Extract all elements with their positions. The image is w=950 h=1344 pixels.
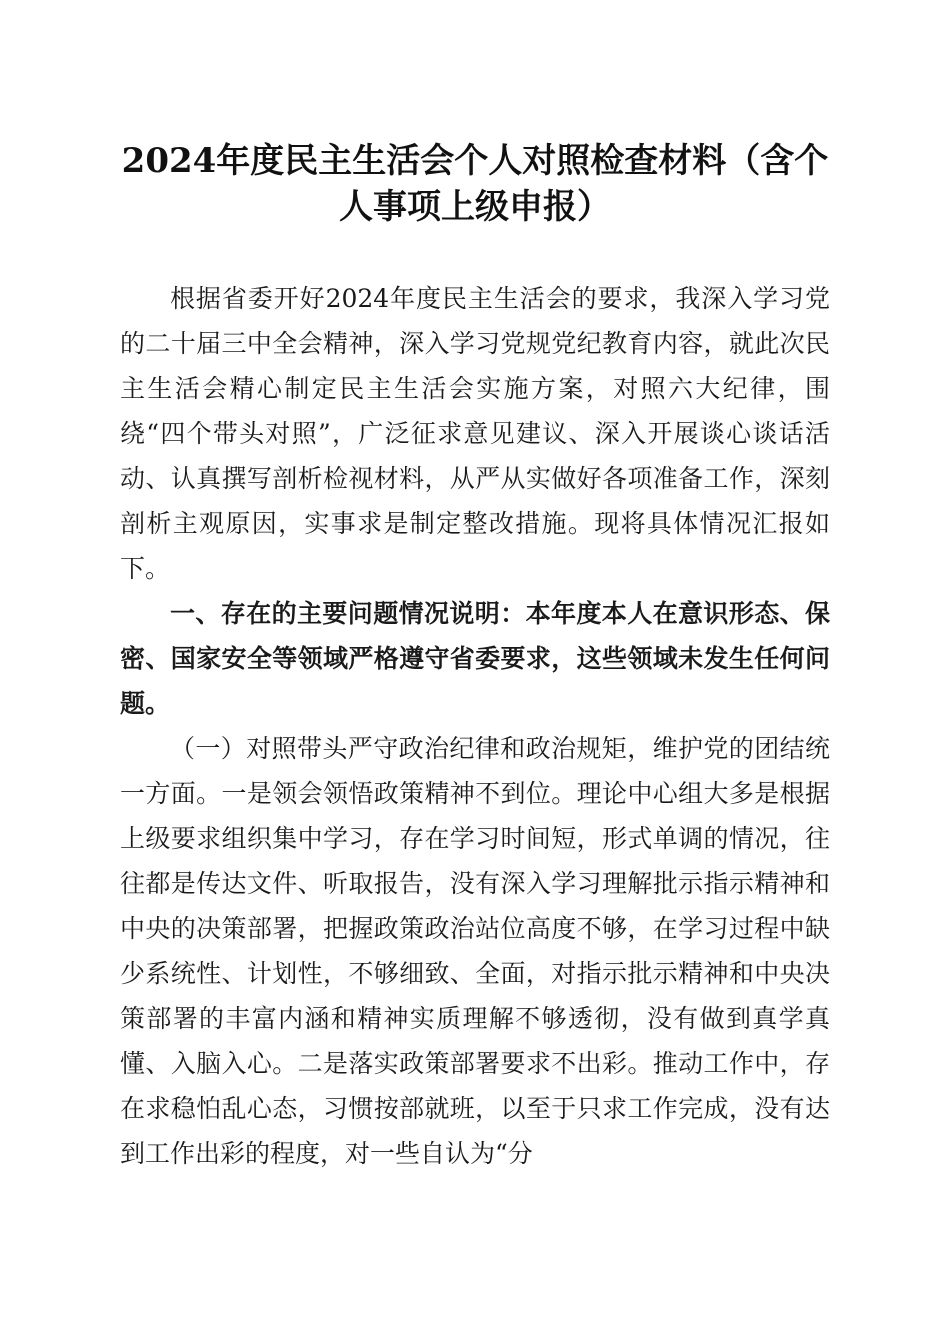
- subsection-paragraph: （一）对照带头严守政治纪律和政治规矩，维护党的团结统一方面。一是领会领悟政策精神不到位。理论中心组大多是根据上级要求组织集中学习，存在学习时间短，形式单调的情况，往往都是传达文件、听取报告，没有深入学习理解批示指示精神和中央的决策部署，把握政策政治站位高度不够，在学习过程中缺少系统性、计划性，不够细致、全面，对指示批示精神和中央决策部署的丰富内涵和精神实质理解不够透彻，没有做到真学真懂、入脑入心。二是落实政策部署要求不出彩。推动工作中，存在求稳怕乱心态，习惯按部就班，以至于只求工作完成，没有达到工作出彩的程度，对一些自认为“分: [120, 734, 830, 1168]
- intro-paragraph: 根据省委开好2024年度民主生活会的要求，我深入学习党的二十届三中全会精神，深入学习党规党纪教育内容，就此次民主生活会精心制定民主生活会实施方案，对照六大纪律，围绕“四个带头对照”，广泛征求意见建议、深入开展谈心谈话活动、认真撰写剖析检视材料，从严从实做好各项准备工作，深刻剖析主观原因，实事求是制定整改措施。现将具体情况汇报如下。: [120, 284, 830, 583]
- document-body: [120, 276, 830, 1176]
- section-heading-paragraph: 一、存在的主要问题情况说明：本年度本人在意识形态、保密、国家安全等领域严格遵守省委要求，这些领域未发生任何问题。: [120, 599, 830, 718]
- document-title: 2024年度民主生活会个人对照检查材料（含个人事项上级申报）: [121, 141, 829, 227]
